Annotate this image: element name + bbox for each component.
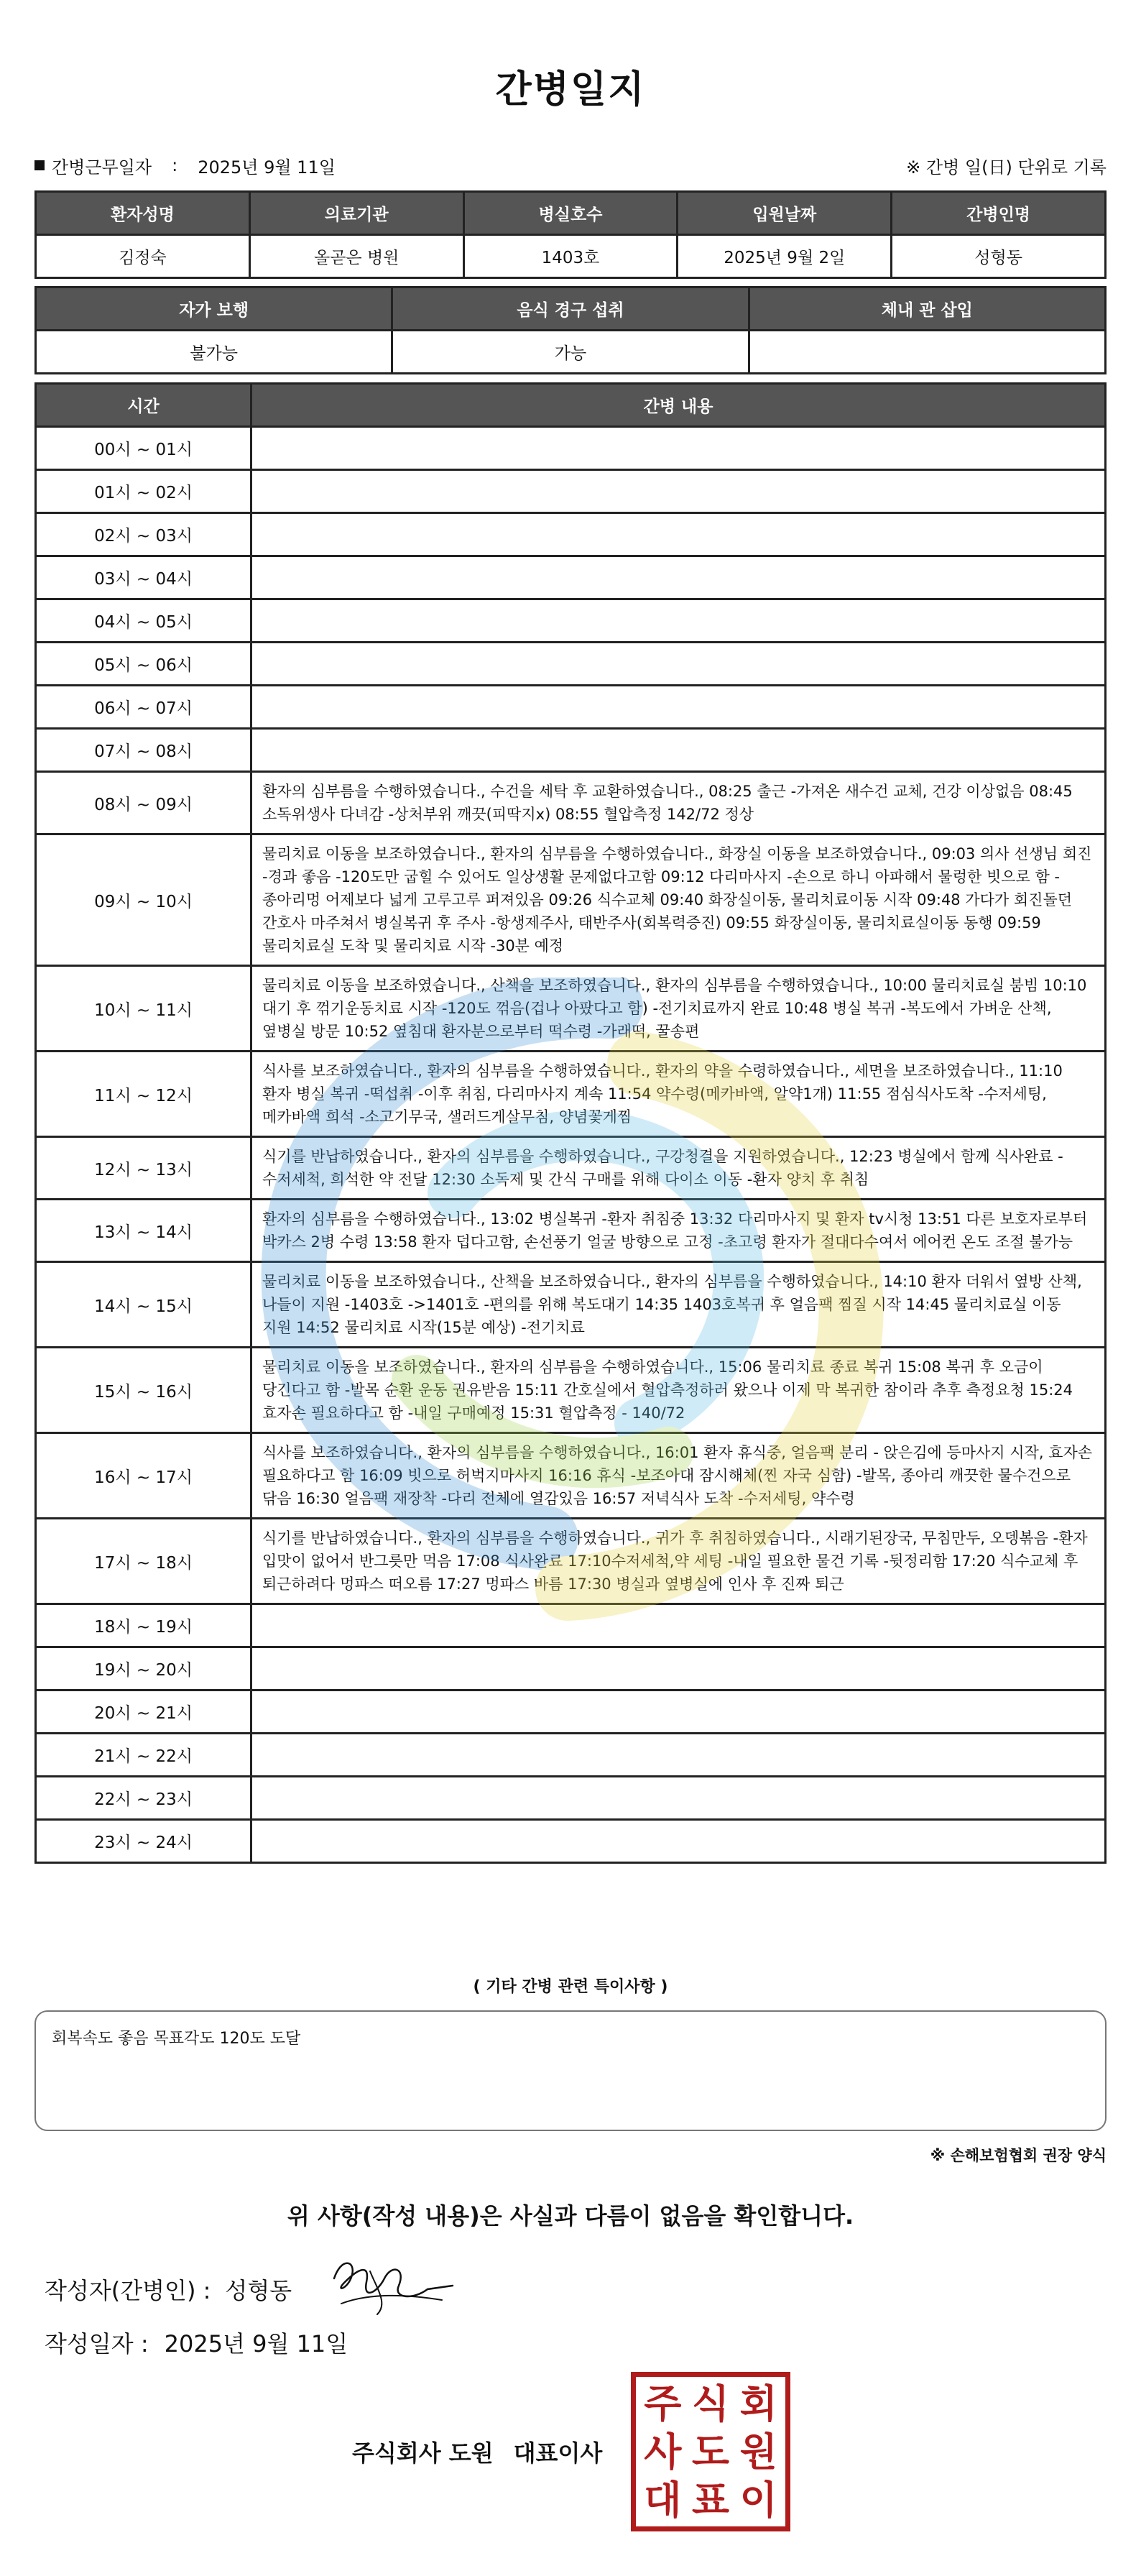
log-time: 00시 ~ 01시 — [36, 427, 251, 470]
log-content — [251, 513, 1106, 556]
log-time: 08시 ~ 09시 — [36, 772, 251, 834]
log-row — [36, 427, 1106, 470]
write-date-value: 2025년 9월 11일 — [164, 2330, 348, 2358]
log-time: 05시 ~ 06시 — [36, 643, 251, 686]
log-row — [36, 470, 1106, 513]
care-log-table — [34, 382, 1107, 1864]
log-row — [36, 1777, 1106, 1820]
log-row — [36, 643, 1106, 686]
log-content: 식사를 보조하였습니다., 환자의 심부름을 수행하였습니다., 16:01 환자 휴식중, 얼음팩 분리 - 앉은김에 등마사지 시작, 효자손 필요하다고 함 16:09 빗으로 허벅지마사지 16:16 휴식 -보조아대 잠시해체(찐 자국 심함) -발목, 종아리 깨끗한 물수건으로 닦음 16:30 얼음팩 재장착 -다리 전체에 열감있음 16:57 저녁식사 도착 -수저세팅, 약수령 — [251, 1433, 1106, 1519]
header-walking: 자가 보행 — [36, 288, 392, 331]
value-patient-name: 김정숙 — [36, 235, 250, 278]
log-row — [36, 772, 1106, 834]
header-tube: 체내 관 삽입 — [749, 288, 1105, 331]
recommend-note: ※ 손해보험협회 권장 양식 — [930, 2147, 1107, 2164]
log-time: 16시 ~ 17시 — [36, 1433, 251, 1519]
log-content: 환자의 심부름을 수행하였습니다., 수건을 세탁 후 교환하였습니다., 08:25 출근 -가져온 새수건 교체, 건강 이상없음 08:45 소독위생사 다녀감 -상처부위 깨끗(피딱지x) 08:55 혈압측정 142/72 정상 — [251, 772, 1106, 834]
company-name: 주식회사 도원 — [352, 2439, 494, 2467]
log-content — [251, 1734, 1106, 1777]
log-content — [251, 556, 1106, 599]
writer-label: 작성자(간병인) : — [45, 2277, 211, 2304]
company-line — [352, 2435, 602, 2468]
log-content: 물리치료 이동을 보조하였습니다., 산책을 보조하였습니다., 환자의 심부름을 수행하였습니다., 14:10 환자 더워서 옆방 산책, 나들이 지원 -1403호 ->1401호 -편의를 위해 복도대기 14:35 1403호복귀 후 얼음팩 찜질 시작 14:45 물리치료실 이동 지원 14:52 물리치료 시작(15분 예상) -전기치료 — [251, 1262, 1106, 1348]
notes-box — [34, 2010, 1107, 2131]
header-room: 병실호수 — [463, 192, 678, 235]
log-row — [36, 729, 1106, 772]
log-time: 15시 ~ 16시 — [36, 1348, 251, 1433]
seal-char: 도 — [691, 2428, 730, 2475]
work-date-label: 간병근무일자 — [52, 157, 152, 178]
patient-header-row — [36, 192, 1106, 235]
log-content: 식기를 반납하였습니다., 환자의 심부름을 수행하였습니다., 귀가 후 취침하였습니다., 시래기된장국, 무침만두, 오뎅볶음 -환자 입맛이 없어서 반그릇만 먹음 17:08 식사완료 17:10수저세척,약 세팅 -내일 필요한 물건 기록 -뒷정리함 17:20 식수교체 후 퇴근하려다 멍파스 떠오름 17:27 멍파스 바름 17:30 병실과 옆병실에 인사 후 진짜 퇴근 — [251, 1519, 1106, 1604]
log-content: 환자의 심부름을 수행하였습니다., 13:02 병실복귀 -환자 취침중 13:32 다리마사지 및 환자 tv시청 13:51 다른 보호자로부터 박카스 2병 수령 13:58 환자 덥다고함, 손선풍기 얼굴 방향으로 고정 -초고령 환자가 절대다수여서 에어컨 온도 조절 불가능 — [251, 1200, 1106, 1262]
log-content — [251, 427, 1106, 470]
header-oral-intake: 음식 경구 섭취 — [392, 288, 749, 331]
writer-value: 성형동 — [225, 2277, 292, 2304]
header-admission-date: 입원날짜 — [678, 192, 892, 235]
page-title: 간병일지 — [495, 68, 646, 111]
value-oral-intake: 가능 — [392, 331, 749, 374]
log-time: 23시 ~ 24시 — [36, 1820, 251, 1863]
log-time: 21시 ~ 22시 — [36, 1734, 251, 1777]
work-date-separator: : — [172, 155, 178, 175]
signature-mark — [327, 2250, 456, 2329]
log-content: 물리치료 이동을 보조하였습니다., 환자의 심부름을 수행하였습니다., 화장실 이동을 보조하였습니다., 09:03 의사 선생님 회진 -경과 좋음 -120도만 굽힐 수 있어도 일상생활 문제없다고함 09:12 다리마사지 -손으로 하니 아파해서 물렁한 빗으로 함 -종아리멍 어제보다 넓게 고루고루 퍼져있음 09:26 식수교체 09:40 화장실이동, 물리치료이동 시작 09:48 가다가 회진돌던 간호사 마주쳐서 병실복귀 후 주사 -항생제주사, 태반주사(회복력증진) 09:55 화장실이동, 물리치료실이동 동행 09:59 물리치료실 도착 및 물리치료 시작 -30분 예정 — [251, 834, 1106, 966]
log-row — [36, 1820, 1106, 1863]
notes-content: 회복속도 좋음 목표각도 120도 도달 — [52, 2030, 301, 2048]
log-content — [251, 470, 1106, 513]
log-time: 17시 ~ 18시 — [36, 1519, 251, 1604]
log-time: 14시 ~ 15시 — [36, 1262, 251, 1348]
value-room: 1403호 — [463, 235, 678, 278]
log-time: 06시 ~ 07시 — [36, 686, 251, 729]
log-row — [36, 1519, 1106, 1604]
log-content — [251, 1690, 1106, 1734]
bullet-square-icon — [34, 160, 45, 170]
status-header-row — [36, 288, 1106, 331]
log-content — [251, 686, 1106, 729]
seal-char: 사 — [644, 2428, 682, 2475]
log-time: 02시 ~ 03시 — [36, 513, 251, 556]
log-row — [36, 1137, 1106, 1200]
log-row — [36, 1348, 1106, 1433]
log-time: 20시 ~ 21시 — [36, 1690, 251, 1734]
confirm-statement: 위 사항(작성 내용)은 사실과 다름이 없음을 확인합니다. — [287, 2202, 854, 2230]
log-time: 10시 ~ 11시 — [36, 966, 251, 1052]
log-time: 11시 ~ 12시 — [36, 1052, 251, 1137]
log-row — [36, 1647, 1106, 1690]
log-content — [251, 599, 1106, 643]
log-content — [251, 643, 1106, 686]
log-row — [36, 686, 1106, 729]
value-walking: 불가능 — [36, 331, 392, 374]
log-content: 물리치료 이동을 보조하였습니다., 산책을 보조하였습니다., 환자의 심부름을 수행하였습니다., 10:00 물리치료실 붐빔 10:10 대기 후 꺾기운동치료 시작 -120도 꺾음(겁나 아팠다고 함) -전기치료까지 완료 10:48 병실 복귀 -복도에서 가벼운 산책, 옆병실 방문 10:52 옆침대 환자분으로부터 떡수령 -가래떡, 꿀송편 — [251, 966, 1106, 1052]
write-date-line — [45, 2326, 348, 2359]
log-content: 물리치료 이동을 보조하였습니다., 환자의 심부름을 수행하였습니다., 15:06 물리치료 종료 복귀 15:08 복귀 후 오금이 당긴다고 함 -발목 순환 운동 권유받음 15:11 간호실에서 혈압측정하러 왔으나 이제 막 복귀한 참이라 추후 측정요청 15:24 효자손 필요하다고 함 -내일 구매예정 15:31 혈압측정 - 140/72 — [251, 1348, 1106, 1433]
log-row — [36, 834, 1106, 966]
patient-info-table — [34, 190, 1107, 279]
log-header-row — [36, 384, 1106, 427]
value-caregiver: 성형동 — [892, 235, 1106, 278]
log-time: 09시 ~ 10시 — [36, 834, 251, 966]
value-admission-date: 2025년 9월 2일 — [678, 235, 892, 278]
write-date-label: 작성일자 : — [45, 2330, 149, 2358]
header-caregiver: 간병인명 — [892, 192, 1106, 235]
log-time: 04시 ~ 05시 — [36, 599, 251, 643]
work-date-value: 2025년 9월 11일 — [198, 157, 336, 178]
log-row — [36, 1200, 1106, 1262]
log-time: 19시 ~ 20시 — [36, 1647, 251, 1690]
log-row — [36, 1690, 1106, 1734]
log-row — [36, 966, 1106, 1052]
seal-char: 주 — [644, 2380, 682, 2427]
writer-line — [45, 2273, 292, 2306]
log-row — [36, 599, 1106, 643]
header-patient-name: 환자성명 — [36, 192, 250, 235]
seal-char: 회 — [739, 2380, 777, 2427]
company-rep-title: 대표이사 — [513, 2439, 603, 2467]
patient-status-table — [34, 286, 1107, 374]
company-seal-stamp — [631, 2372, 790, 2531]
work-date — [34, 153, 336, 178]
seal-char: 대 — [644, 2476, 682, 2523]
seal-char: 이 — [739, 2476, 777, 2523]
log-row — [36, 513, 1106, 556]
log-content: 식기를 반납하였습니다., 환자의 심부름을 수행하였습니다., 구강청결을 지원하였습니다., 12:23 병실에서 함께 식사완료 -수저세척, 희석한 약 전달 12:30 소독제 및 간식 구매를 위해 다이소 이동 -환자 양치 후 취침 — [251, 1137, 1106, 1200]
header-time: 시간 — [36, 384, 251, 427]
log-row — [36, 1734, 1106, 1777]
log-row — [36, 1433, 1106, 1519]
log-time: 07시 ~ 08시 — [36, 729, 251, 772]
log-row — [36, 1262, 1106, 1348]
log-time: 01시 ~ 02시 — [36, 470, 251, 513]
header-hospital: 의료기관 — [249, 192, 463, 235]
log-time: 18시 ~ 19시 — [36, 1604, 251, 1647]
log-content — [251, 1820, 1106, 1863]
log-time: 03시 ~ 04시 — [36, 556, 251, 599]
seal-char: 식 — [691, 2380, 730, 2427]
meta-row — [34, 151, 1107, 180]
status-value-row — [36, 331, 1106, 374]
log-body — [36, 427, 1106, 1863]
log-time: 22시 ~ 23시 — [36, 1777, 251, 1820]
log-time: 13시 ~ 14시 — [36, 1200, 251, 1262]
log-row — [36, 1052, 1106, 1137]
log-content — [251, 729, 1106, 772]
value-hospital: 올곧은 병원 — [249, 235, 463, 278]
log-content: 식사를 보조하였습니다., 환자의 심부름을 수행하였습니다., 환자의 약을 수령하였습니다., 세면을 보조하였습니다., 11:10 환자 병실 복귀 -떡섭취 -이후 취침, 다리마사지 계속 11:54 약수령(메카바액, 알약1개) 11:55 점심식사도착 -수저세팅, 메카바액 희석 -소고기무국, 샐러드게살무침, 양념꽃게찜 — [251, 1052, 1106, 1137]
header-content: 간병 내용 — [251, 384, 1106, 427]
value-tube — [749, 331, 1105, 374]
log-row — [36, 556, 1106, 599]
seal-char: 표 — [691, 2476, 730, 2523]
seal-char: 원 — [739, 2428, 777, 2475]
notes-title: ( 기타 간병 관련 특이사항 ) — [473, 1978, 668, 1996]
log-time: 12시 ~ 13시 — [36, 1137, 251, 1200]
log-row — [36, 1604, 1106, 1647]
patient-value-row — [36, 235, 1106, 278]
log-content — [251, 1777, 1106, 1820]
log-content — [251, 1647, 1106, 1690]
unit-note: ※ 간병 일(日) 단위로 기록 — [906, 157, 1107, 178]
log-content — [251, 1604, 1106, 1647]
